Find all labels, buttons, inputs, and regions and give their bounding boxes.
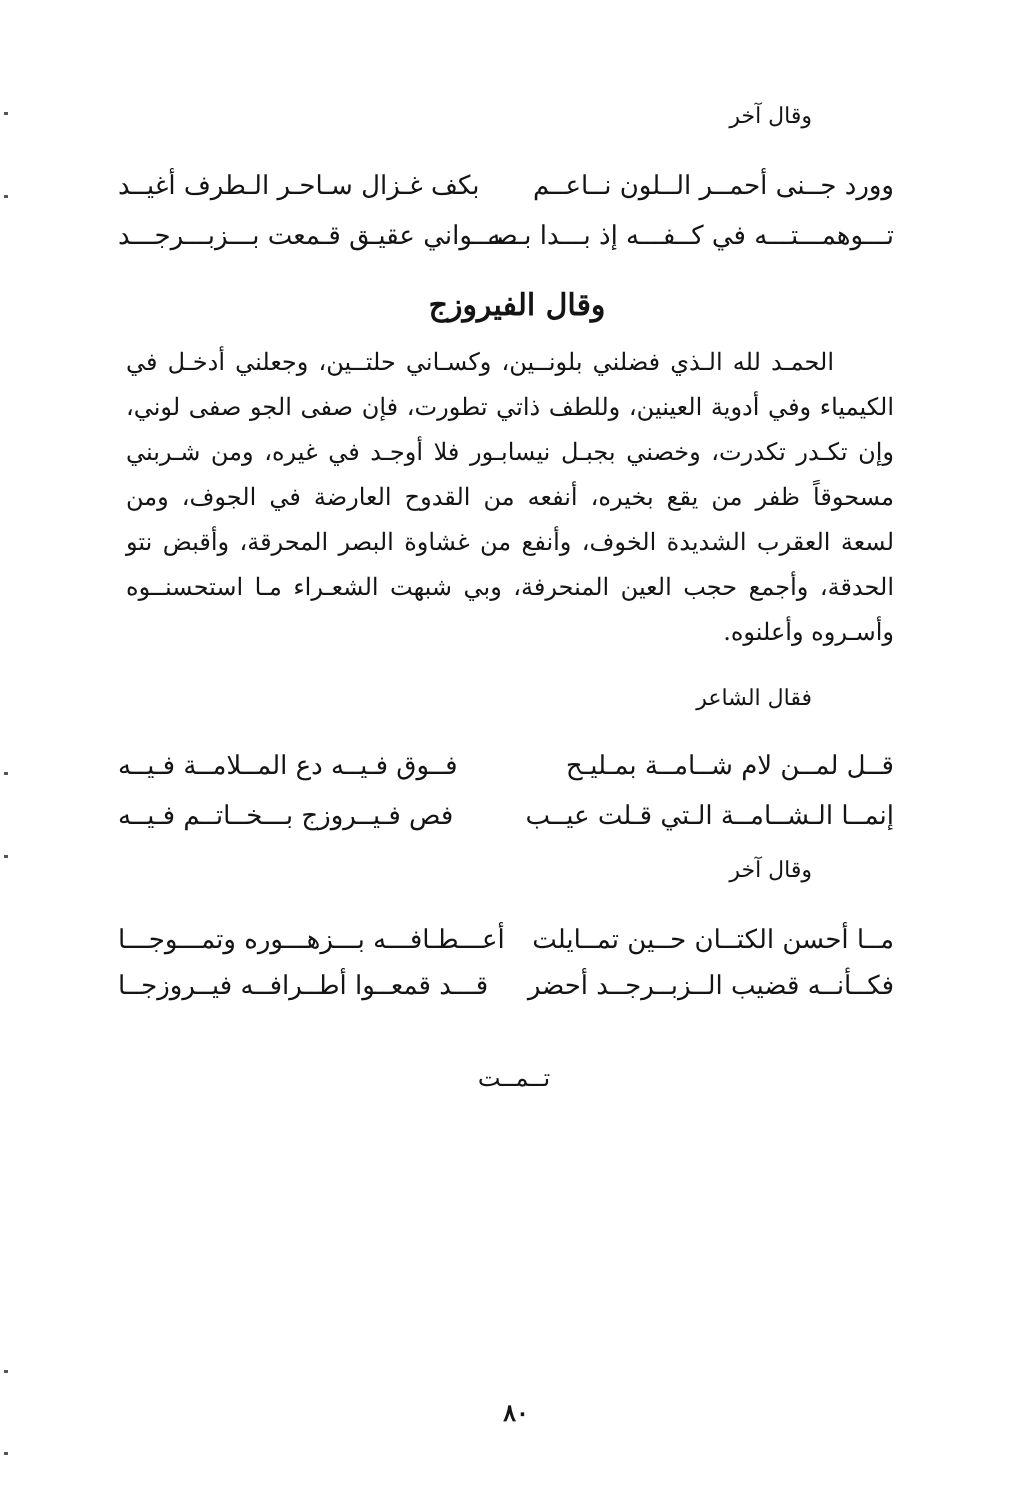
verse-line	[118, 166, 894, 206]
verse-line	[118, 216, 894, 256]
verse-line	[118, 746, 894, 786]
verse-line	[118, 796, 894, 836]
verse-intro: فقال الشاعر	[696, 686, 812, 711]
verse-intro: وقال آخر	[729, 858, 812, 883]
verse-line	[118, 920, 894, 960]
verse-first-hemistich: وورد جــنى أحمــر الــلون نــاعــم	[533, 171, 894, 201]
verse-second-hemistich: فــوق فـيــه دع المــلامــة فـيــه	[118, 751, 458, 781]
verse-first-hemistich: فكــأنــه قضيب الــزبــرجــد أحضر	[527, 971, 894, 1001]
scan-margin-mark	[4, 195, 8, 198]
scan-margin-mark	[4, 112, 8, 115]
verse-first-hemistich: مــا أحسن الكتــان حــين تمــايلت	[532, 925, 894, 955]
closing-word: تــمــت	[477, 1064, 551, 1092]
scan-margin-mark	[4, 1452, 8, 1455]
verse-second-hemistich: قـــد قمعــوا أطــرافــه فيــروزجــا	[118, 971, 489, 1001]
scan-margin-mark	[4, 1370, 8, 1373]
verse-second-hemistich: أعـــطـافـــه بـــزهـــوره وتمـــوجـــا	[118, 925, 505, 955]
scan-margin-mark	[4, 772, 8, 775]
page-number: ٨٠	[503, 1398, 529, 1427]
verse-intro: وقال آخر	[729, 104, 812, 129]
scan-margin-mark	[4, 855, 8, 858]
verse-line	[118, 966, 894, 1006]
verse-first-hemistich: قــل لمــن لام شــامــة بمـليـح	[565, 751, 894, 781]
verse-second-hemistich: بكف غـزال سـاحـر الـطرف أغيــد	[118, 171, 480, 201]
section-heading: وقال الفيروزج	[428, 288, 606, 323]
verse-first-hemistich: إنمــا الـشــامــة الـتي قـلت عيــب	[525, 801, 894, 831]
verse-first-hemistich: تـــوهمـــتـــه في كــفـــه إذ بـــدا بـــه	[487, 221, 894, 251]
prose-paragraph	[126, 340, 894, 655]
verse-second-hemistich: صـــواني عقيـق قـمعت بـــزبـــرجـــد	[118, 221, 518, 251]
paragraph-text: الحمـد لله الـذي فضلني بلونــين، وكسـاني حلتــين، وجعلني أدخـل في الكيمياء وفي أدوية العينين، وللطف ذاتي تطورت، فإن صفى الجو صفى لوني، وإن تكـدر تكدرت، وخصني بجبـل نيسابـور فلا أوجـد في غيره، ومن شـربني مسحوقاً ظفر من يقع بخيره، أنفعه من القدوح العارضة في الجوف، ومن لسعة العقرب الشديدة الخوف، وأنفع من غشاوة البصر المحرقة، وأقبض نتو الحدقة، وأجمع حجب العين المنحرفة، وبي شبهت الشعـراء مـا استحسنــوه وأسـروه وأعلنوه.	[126, 348, 895, 646]
verse-second-hemistich: فص فـيــروزج بـــخــاتــم فـيــه	[118, 801, 454, 831]
